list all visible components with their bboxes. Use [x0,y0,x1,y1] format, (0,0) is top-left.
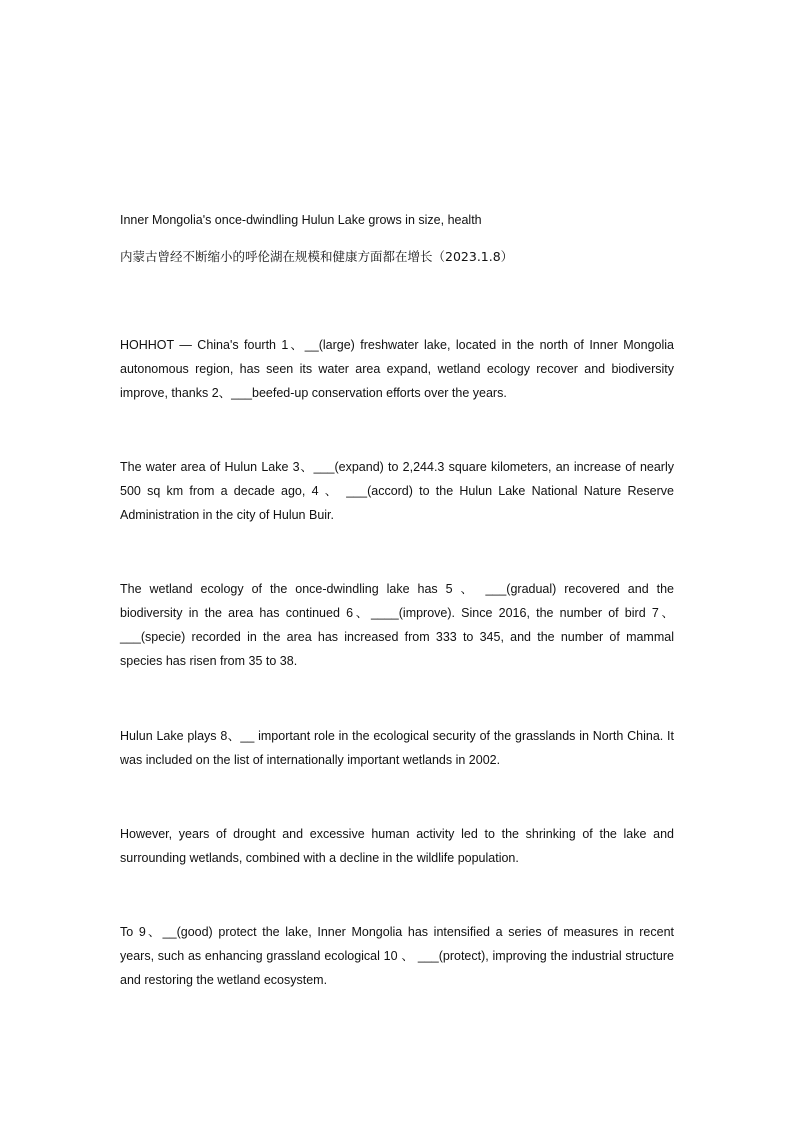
paragraph-6: To 9、__(good) protect the lake, Inner Mongolia has intensified a series of measures in recent years, such as enhancing grassland ecological 10 、 ___(protect), improving the industrial structure and restoring the wetland ecosystem. [120,924,674,987]
paragraph-5: However, years of drought and excessive human activity led to the shrinking of the lake and surrounding wetlands, combined with a decline in the wildlife population. [120,826,674,865]
article-title-chinese: 内蒙古曾经不断缩小的呼伦湖在规模和健康方面都在增长（2023.1.8） [120,249,514,264]
paragraph-2: The water area of Hulun Lake 3、___(expand) to 2,244.3 square kilometers, an increase of nearly 500 sq km from a decade ago, 4 、 ___(accord) to the Hulun Lake National Nature Reserve Administration in the city of Hulun Buir. [120,459,674,522]
paragraph-3: The wetland ecology of the once-dwindling lake has 5 、 ___(gradual) recovered and the biodiversity in the area has continued 6、____(improve). Since 2016, the number of bird 7、___(specie) recorded in the area has increased from 333 to 345, and the number of mammal species has risen from 35 to 38. [120,581,674,668]
paragraph-1: HOHHOT — China's fourth 1、__(large) freshwater lake, located in the north of Inner Mongolia autonomous region, has seen its water area expand, wetland ecology recover and biodiversity improve, thanks 2、___beefed-up conservation efforts over the years. [120,337,674,400]
article-title-english: Inner Mongolia's once-dwindling Hulun Lake grows in size, health [120,213,482,227]
paragraph-4: Hulun Lake plays 8、__ important role in the ecological security of the grasslands in North China. It was included on the list of internationally important wetlands in 2002. [120,728,674,767]
